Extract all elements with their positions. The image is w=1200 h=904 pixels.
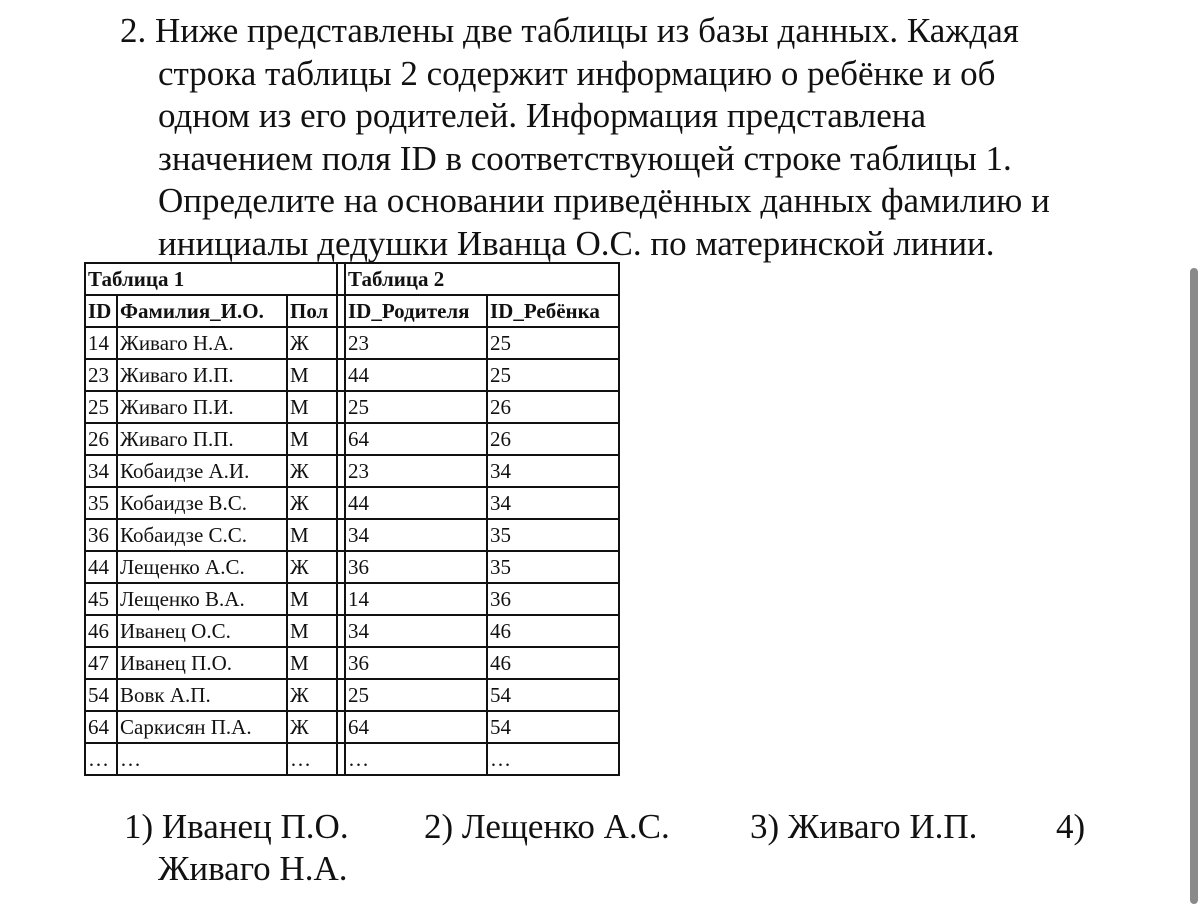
cell-name: Кобаидзе С.С. [117, 519, 287, 551]
cell-child-id: 34 [487, 487, 619, 519]
answer-option-4-number: 4) [1056, 807, 1086, 846]
cell-parent-id: 64 [345, 423, 487, 455]
cell-child-id: 36 [487, 583, 619, 615]
cell-sex: Ж [287, 551, 337, 583]
cell-name: Иванец О.С. [117, 615, 287, 647]
cell-name: Кобаидзе В.С. [117, 487, 287, 519]
column-header-id: ID [85, 295, 117, 327]
table-separator [337, 487, 345, 519]
column-header-parent-id: ID_Родителя [345, 295, 487, 327]
cell-id: 54 [85, 679, 117, 711]
table-body [85, 327, 619, 775]
cell-parent-id: 44 [345, 359, 487, 391]
cell-name: Живаго П.П. [117, 423, 287, 455]
cell-parent-id: 25 [345, 679, 487, 711]
cell-child-id: 25 [487, 359, 619, 391]
cell-parent-id: 36 [345, 647, 487, 679]
cell-parent-id: 44 [345, 487, 487, 519]
cell-name: Вовк А.П. [117, 679, 287, 711]
table-separator [337, 551, 345, 583]
cell-child-id: 54 [487, 679, 619, 711]
cell-parent-id: … [345, 743, 487, 775]
table-separator [337, 647, 345, 679]
cell-name: … [117, 743, 287, 775]
table-row [85, 551, 619, 583]
table-separator [337, 743, 345, 775]
column-header-name: Фамилия_И.О. [117, 295, 287, 327]
table-separator [337, 615, 345, 647]
table-separator [337, 295, 345, 327]
database-tables [84, 262, 620, 776]
table-row [85, 391, 619, 423]
question-line: строка таблицы 2 содержит информацию о ребёнке и об [158, 53, 996, 93]
question-line: одном из его родителей. Информация представлена [158, 96, 927, 135]
cell-id: 36 [85, 519, 117, 551]
table-row [85, 327, 619, 359]
cell-sex: М [287, 359, 337, 391]
cell-name: Живаго Н.А. [117, 327, 287, 359]
cell-id: 64 [85, 711, 117, 743]
data-table [84, 262, 620, 776]
cell-parent-id: 34 [345, 519, 487, 551]
table2-title: Таблица 2 [345, 263, 619, 295]
cell-child-id: 25 [487, 327, 619, 359]
cell-child-id: 34 [487, 455, 619, 487]
table-separator [337, 455, 345, 487]
cell-child-id: 46 [487, 615, 619, 647]
cell-id: 25 [85, 391, 117, 423]
cell-id: 26 [85, 423, 117, 455]
cell-sex: М [287, 647, 337, 679]
table-row [85, 647, 619, 679]
table-row [85, 615, 619, 647]
cell-sex: Ж [287, 711, 337, 743]
table-row [85, 583, 619, 615]
question-line: 2. Ниже представлены две таблицы из базы данных. Каждая [120, 11, 1019, 50]
table-separator [337, 263, 345, 295]
column-header-child-id: ID_Ребёнка [487, 295, 619, 327]
cell-parent-id: 25 [345, 391, 487, 423]
cell-sex: Ж [287, 679, 337, 711]
cell-sex: М [287, 519, 337, 551]
table-header-row [85, 295, 619, 327]
cell-sex: М [287, 391, 337, 423]
cell-name: Лещенко А.С. [117, 551, 287, 583]
cell-child-id: … [487, 743, 619, 775]
cell-name: Саркисян П.А. [117, 711, 287, 743]
table-title-row [85, 263, 619, 295]
table-separator [337, 359, 345, 391]
cell-id: 35 [85, 487, 117, 519]
table-separator [337, 519, 345, 551]
cell-child-id: 26 [487, 423, 619, 455]
cell-id: 14 [85, 327, 117, 359]
cell-id: 44 [85, 551, 117, 583]
table-separator [337, 679, 345, 711]
table-row [85, 487, 619, 519]
table-row [85, 679, 619, 711]
cell-parent-id: 36 [345, 551, 487, 583]
question-text [120, 10, 1100, 265]
table-row [85, 359, 619, 391]
cell-name: Иванец П.О. [117, 647, 287, 679]
cell-parent-id: 23 [345, 455, 487, 487]
column-header-sex: Пол [287, 295, 337, 327]
cell-child-id: 35 [487, 551, 619, 583]
cell-child-id: 46 [487, 647, 619, 679]
answer-option-1: 1) Иванец П.О. [124, 807, 349, 846]
answer-option-2: 2) Лещенко А.С. [424, 807, 670, 846]
table-row [85, 455, 619, 487]
answer-option-4-text: Живаго Н.А. [158, 849, 348, 888]
table-row [85, 423, 619, 455]
table-separator [337, 327, 345, 359]
answer-options [124, 806, 1104, 890]
cell-sex: М [287, 423, 337, 455]
answer-option-3: 3) Живаго И.П. [750, 807, 978, 846]
question-line: инициалы дедушки Иванца О.С. по материнской линии. [158, 223, 995, 263]
cell-sex: Ж [287, 327, 337, 359]
cell-name: Кобаидзе А.И. [117, 455, 287, 487]
table-separator [337, 583, 345, 615]
cell-id: 47 [85, 647, 117, 679]
cell-sex: Ж [287, 455, 337, 487]
cell-child-id: 35 [487, 519, 619, 551]
cell-name: Живаго И.П. [117, 359, 287, 391]
question-line: значением поля ID в соответствующей строке таблицы 1. [158, 138, 1012, 178]
cell-id: 45 [85, 583, 117, 615]
table1-title: Таблица 1 [85, 263, 337, 295]
cell-child-id: 26 [487, 391, 619, 423]
answer-row [124, 806, 1104, 848]
cell-sex: М [287, 583, 337, 615]
cell-id: 23 [85, 359, 117, 391]
cell-parent-id: 64 [345, 711, 487, 743]
table-separator [337, 423, 345, 455]
cell-id: 46 [85, 615, 117, 647]
table-separator [337, 391, 345, 423]
cell-parent-id: 34 [345, 615, 487, 647]
question-line: Определите на основании приведённых данных фамилию и [158, 181, 1050, 220]
cell-parent-id: 23 [345, 327, 487, 359]
cell-id: … [85, 743, 117, 775]
table-separator [337, 711, 345, 743]
cell-id: 34 [85, 455, 117, 487]
table-row [85, 519, 619, 551]
cell-parent-id: 14 [345, 583, 487, 615]
cell-sex: М [287, 615, 337, 647]
table-row [85, 711, 619, 743]
scrollbar[interactable] [1190, 268, 1198, 904]
cell-sex: … [287, 743, 337, 775]
table-row [85, 743, 619, 775]
cell-name: Живаго П.И. [117, 391, 287, 423]
cell-child-id: 54 [487, 711, 619, 743]
cell-name: Лещенко В.А. [117, 583, 287, 615]
cell-sex: Ж [287, 487, 337, 519]
